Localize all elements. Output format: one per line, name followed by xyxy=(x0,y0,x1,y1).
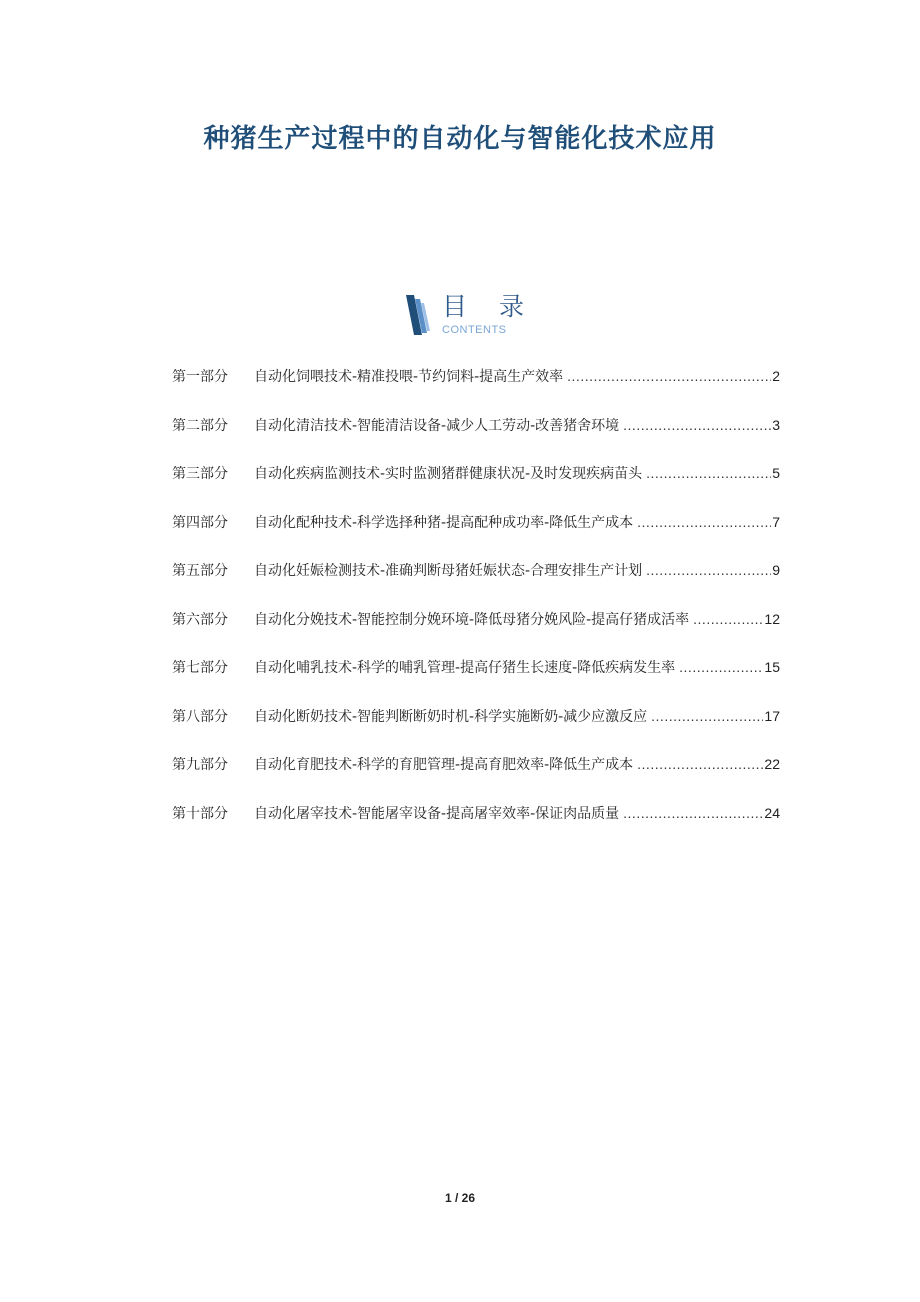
toc-entry[interactable] xyxy=(172,560,780,609)
toc-entry-title: 自动化断奶技术-智能判断断奶时机-科学实施断奶-减少应激反应 xyxy=(254,708,648,725)
toc-entry-part: 第四部分 xyxy=(172,514,228,531)
toc-entry-leader xyxy=(646,465,771,481)
toc-heading: 目 录 xyxy=(442,292,536,321)
toc-subheading: CONTENTS xyxy=(442,324,507,336)
toc-entry-part: 第一部分 xyxy=(172,369,228,385)
toc-entry[interactable] xyxy=(172,657,780,706)
toc-entry[interactable] xyxy=(172,706,780,755)
toc-entry-title: 自动化育肥技术-科学的育肥管理-提高育肥效率-降低生产成本 xyxy=(254,757,634,773)
page-number: 1 / 26 xyxy=(444,1191,476,1205)
toc-entry-title: 自动化配种技术-科学选择种猪-提高配种成功率-降低生产成本 xyxy=(254,514,634,531)
toc-entry-page: 22 xyxy=(764,756,780,772)
toc-entry[interactable] xyxy=(172,415,780,464)
toc-entry-page: 17 xyxy=(764,707,780,724)
toc-entry-leader xyxy=(679,659,763,675)
toc-entry-title: 自动化清洁技术-智能清洁设备-减少人工劳动-改善猪舍环境 xyxy=(254,417,620,434)
toc-entry-page: 2 xyxy=(772,368,780,384)
table-of-contents xyxy=(172,366,780,851)
toc-entry-title: 自动化屠宰技术-智能屠宰设备-提高屠宰效率-保证肉品质量 xyxy=(254,805,620,822)
toc-entry-page: 9 xyxy=(772,562,780,578)
toc-entry[interactable] xyxy=(172,366,780,415)
toc-entry-leader xyxy=(637,514,771,530)
toc-header xyxy=(404,293,544,339)
toc-entry-part: 第七部分 xyxy=(172,660,228,676)
toc-entry-page: 7 xyxy=(772,513,780,530)
toc-entry-title: 自动化分娩技术-智能控制分娩环境-降低母猪分娩风险-提高仔猪成活率 xyxy=(254,611,690,628)
toc-entry-leader xyxy=(693,611,763,627)
toc-entry-part: 第八部分 xyxy=(172,708,228,725)
toc-entry-part: 第二部分 xyxy=(172,417,228,434)
contents-book-icon xyxy=(404,295,432,337)
toc-entry[interactable] xyxy=(172,512,780,561)
toc-entry[interactable] xyxy=(172,803,780,852)
toc-entry[interactable] xyxy=(172,609,780,658)
toc-entry-page: 5 xyxy=(772,465,780,481)
document-title: 种猪生产过程中的自动化与智能化技术应用 xyxy=(203,124,717,154)
toc-entry-title: 自动化饲喂技术-精准投喂-节约饲料-提高生产效率 xyxy=(254,369,564,385)
toc-entry-part: 第六部分 xyxy=(172,611,228,628)
toc-entry-title: 自动化妊娠检测技术-准确判断母猪妊娠状态-合理安排生产计划 xyxy=(254,563,643,579)
toc-entry-leader xyxy=(623,805,763,821)
toc-entry-leader xyxy=(651,708,763,724)
toc-entry[interactable] xyxy=(172,463,780,512)
toc-entry-title: 自动化疾病监测技术-实时监测猪群健康状况-及时发现疾病苗头 xyxy=(254,466,643,482)
toc-entry-leader xyxy=(567,368,771,384)
toc-entry-page: 3 xyxy=(772,416,780,433)
toc-entry-leader xyxy=(623,417,771,433)
toc-entry-page: 15 xyxy=(764,659,780,675)
toc-entry-page: 12 xyxy=(764,610,780,627)
toc-entry-page: 24 xyxy=(764,804,780,821)
toc-entry[interactable] xyxy=(172,754,780,803)
toc-entry-part: 第五部分 xyxy=(172,563,228,579)
toc-entry-leader xyxy=(637,756,763,772)
toc-entry-title: 自动化哺乳技术-科学的哺乳管理-提高仔猪生长速度-降低疾病发生率 xyxy=(254,660,676,676)
toc-entry-part: 第三部分 xyxy=(172,466,228,482)
toc-entry-part: 第九部分 xyxy=(172,757,228,773)
toc-entry-part: 第十部分 xyxy=(172,805,228,822)
toc-entry-leader xyxy=(646,562,771,578)
